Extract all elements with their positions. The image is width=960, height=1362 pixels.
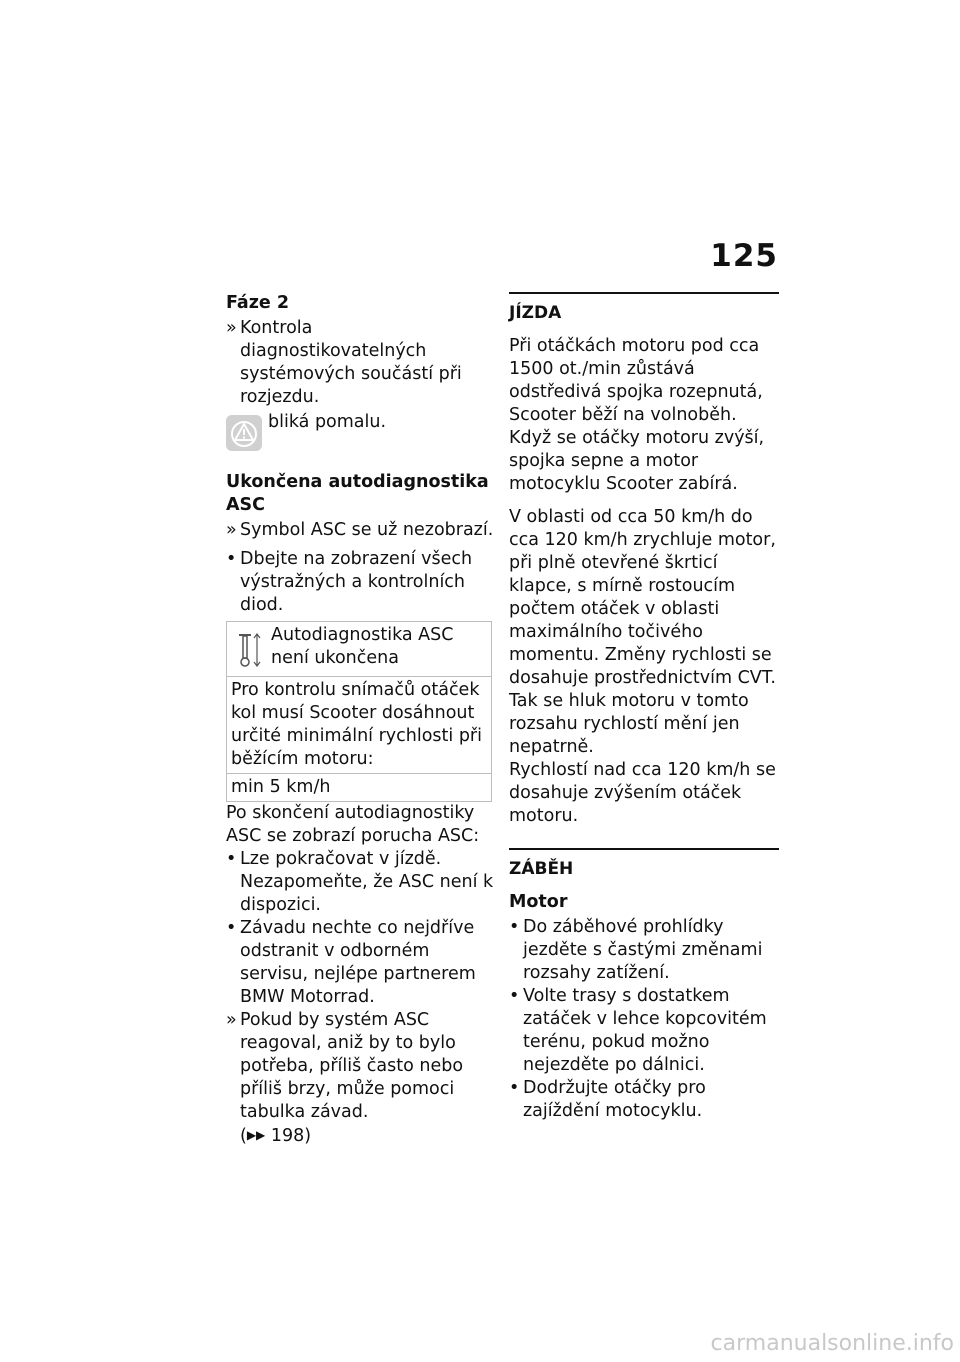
info-table xyxy=(226,621,492,802)
phase-item-text: Kontrola diagnostikovatelných systémových součástí při rozjezdu. xyxy=(240,318,462,407)
warning-text: bliká pomalu. xyxy=(268,412,387,432)
page-number: 125 xyxy=(710,238,778,274)
list-item xyxy=(226,317,494,409)
list-item xyxy=(226,548,494,617)
bullet-marker: • xyxy=(226,918,237,938)
ref-page: 198) xyxy=(270,1126,312,1146)
list-item xyxy=(226,519,494,542)
finished-item-text: Symbol ASC se už nezobrazí. xyxy=(240,520,494,540)
ride-paragraph: Při otáčkách motoru pod cca 1500 ot./min zůstává odstředivá spojka rozepnutá, Scooter běží na volnoběh. Když se otáčky motoru zvýší, spojka sepne a motor motocyklu Scooter zabírá. xyxy=(509,336,765,494)
phase-title: Fáze 2 xyxy=(226,293,290,313)
watermark: carmanualsonline.info xyxy=(710,1331,954,1356)
list-item xyxy=(226,1009,494,1148)
warning-triangle-icon xyxy=(226,415,262,451)
list-item xyxy=(226,917,494,1009)
right-column xyxy=(509,292,779,1123)
left-column xyxy=(226,292,494,1148)
breakin-title: ZÁBĚH xyxy=(509,848,779,881)
bullet-marker: • xyxy=(509,986,520,1006)
final-item-text: Pokud by systém ASC reagoval, aniž by to bylo potřeba, příliš často nebo příliš brzy, může pomoci tabulka závad. xyxy=(240,1010,464,1122)
arrow-right-icon: ▶▶ xyxy=(246,1128,266,1142)
warning-row xyxy=(226,411,494,461)
result-marker: » xyxy=(226,318,237,338)
result-marker: » xyxy=(226,520,237,540)
bullet-text: Dodržujte otáčky pro zajíždění motocyklu. xyxy=(523,1078,706,1121)
bullet-text: Volte trasy s dostatkem zatáček v lehce kopcovitém terénu, pokud možno nejezděte po dálnici. xyxy=(523,986,767,1075)
note-item-text: Dbejte na zobrazení všech výstražných a kontrolních diod. xyxy=(240,549,473,615)
ride-paragraph: V oblasti od cca 50 km/h do cca 120 km/h zrychluje motor, při plně otevřené škrticí klapce, s mírně rostoucím počtem otáček v oblasti maximálního točivého momentu. Změny rychlosti se dosahuje prostřednictvím CVT. Tak se hluk motoru v tomto rozsahu rychlostí mění jen nepatrně. xyxy=(509,507,776,757)
page-reference[interactable] xyxy=(240,1126,311,1146)
wrench-icon xyxy=(237,630,263,670)
bullet-marker: • xyxy=(509,917,520,937)
ref-open: ( xyxy=(240,1126,247,1146)
bullet-marker: • xyxy=(226,849,237,869)
info-table-header xyxy=(227,622,492,677)
info-table-body: Pro kontrolu snímačů otáček kol musí Scooter dosáhnout určité minimální rychlosti při běžícím motoru: xyxy=(227,677,492,774)
list-item xyxy=(509,1077,779,1123)
bullet-text: Závadu nechte co nejdříve odstranit v odborném servisu, nejlépe partnerem BMW Motorrad. xyxy=(240,918,476,1007)
info-table-value: min 5 km/h xyxy=(227,774,492,802)
info-table-header-text: Autodiagnostika ASC není ukončena xyxy=(271,625,454,668)
ride-paragraph: Rychlostí nad cca 120 km/h se dosahuje zvýšením otáček motoru. xyxy=(509,760,776,826)
ride-title: JÍZDA xyxy=(509,292,779,325)
result-marker: » xyxy=(226,1010,237,1030)
bullet-text: Do záběhové prohlídky jezděte s častými změnami rozsahy zatížení. xyxy=(523,917,763,983)
list-item xyxy=(509,985,779,1077)
finished-title: Ukončena autodiagnostika ASC xyxy=(226,472,489,515)
list-item xyxy=(226,848,494,917)
motor-title: Motor xyxy=(509,892,568,912)
after-text: Po skončení autodiagnostiky ASC se zobrazí porucha ASC: xyxy=(226,803,480,846)
bullet-marker: • xyxy=(226,549,237,569)
list-item xyxy=(509,916,779,985)
bullet-marker: • xyxy=(509,1078,520,1098)
bullet-text: Lze pokračovat v jízdě. Nezapomeňte, že ASC není k dispozici. xyxy=(240,849,494,915)
